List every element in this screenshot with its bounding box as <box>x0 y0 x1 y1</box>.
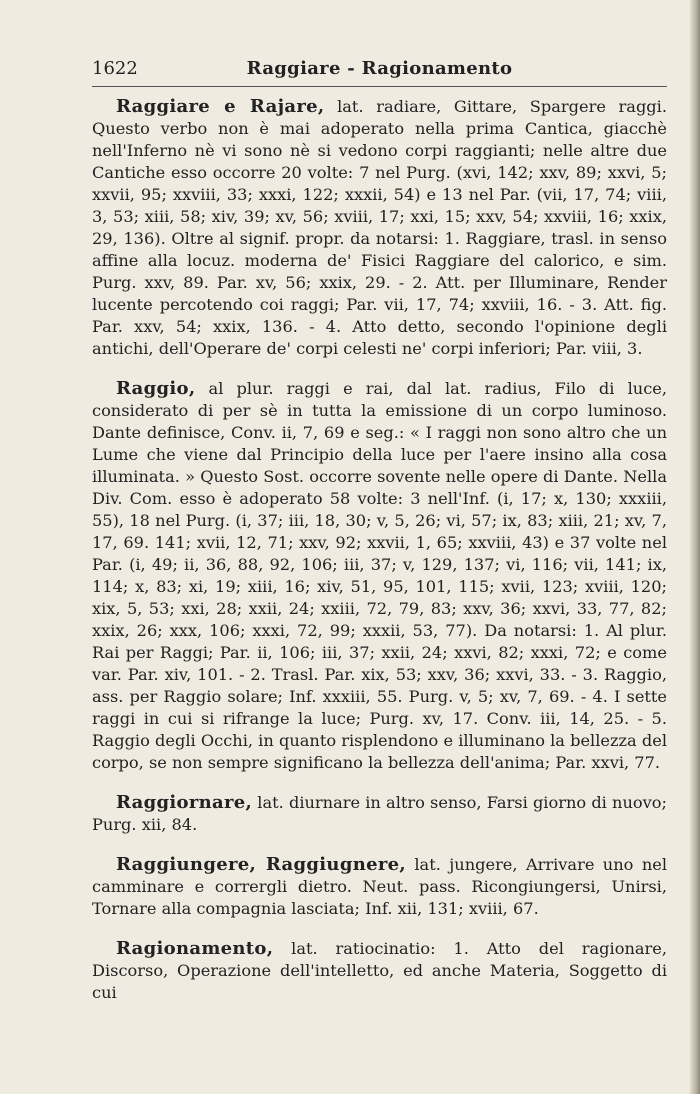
header-rule <box>92 86 667 87</box>
headword: Raggiungere, Raggiugnere, <box>116 854 406 875</box>
entry-raggiornare <box>92 792 667 836</box>
headword: Raggio, <box>116 378 196 399</box>
entry-body: lat. jungere, Arrivare uno nel camminare e corrergli dietro. Neut. pass. Ricongiungersi, Unirsi, Tornare alla compagnia lasciata; Inf. xii, 131; xviii, 67. <box>92 855 667 918</box>
dictionary-text <box>92 96 667 1022</box>
running-title: Raggiare - Ragionamento <box>246 58 513 79</box>
page-edge-shadow <box>690 0 700 1094</box>
entry-raggio <box>92 378 667 774</box>
headword: Raggiare e Rajare, <box>116 96 325 117</box>
entry-body: lat. radiare, Gittare, Spargere raggi. Questo verbo non è mai adoperato nella prima Cantica, giacchè nell'Inferno nè vi sono nè si vedono corpi raggianti; nelle altre due Cantiche esso occorre 20 volte: 7 nel Purg. (xvi, 142; xxv, 89; xxvi, 5; xxvii, 95; xxviii, 33; xxxi, 122; xxxii, 54) e 13 nel Par. (vii, 17, 74; viii, 3, 53; xiii, 58; xiv, 39; xv, 56; xviii, 17; xxi, 15; xxv, 54; xxviii, 16; xxix, 29, 136). Oltre al signif. propr. da notarsi: 1. Raggiare, trasl. in senso affine alla locuz. moderna de' Fisici Raggiare del calorico, e sim. Purg. xxv, 89. Par. xv, 56; xxix, 29. - 2. Att. per Illuminare, Render lucente percotendo coi raggi; Par. vii, 17, 74; xxviii, 16. - 3. Att. fig. Par. xxv, 54; xxix, 136. - 4. Atto detto, secondo l'opinione degli antichi, dell'Operare de' corpi celesti ne' corpi inferiori; Par. viii, 3. <box>92 97 667 358</box>
entry-raggiungere <box>92 854 667 920</box>
running-header <box>92 58 667 86</box>
entry-ragionamento <box>92 938 667 1004</box>
headword: Raggiornare, <box>116 792 253 813</box>
entry-raggiare <box>92 96 667 360</box>
page-number: 1622 <box>92 58 138 79</box>
entry-body: al plur. raggi e rai, dal lat. radius, Filo di luce, considerato di per sè in tutta la emissione di un corpo luminoso. Dante definisce, Conv. ii, 7, 69 e seg.: « I raggi non sono altro che un Lume che viene dal Principio della luce per l'aere insino alla cosa illuminata. » Questo Sost. occorre sovente nelle opere di Dante. Nella Div. Com. esso è adoperato 58 volte: 3 nell'Inf. (i, 17; x, 130; xxxiii, 55), 18 nel Purg. (i, 37; iii, 18, 30; v, 5, 26; vi, 57; ix, 83; xiii, 21; xv, 7, 17, 69. 141; xvii, 12, 71; xxv, 92; xxvii, 1, 65; xxviii, 43) e 37 volte nel Par. (i, 49; ii, 36, 88, 92, 106; iii, 37; v, 129, 137; vi, 116; vii, 141; ix, 114; x, 83; xi, 19; xiii, 16; xiv, 51, 95, 101, 115; xvii, 123; xviii, 120; xix, 5, 53; xxi, 28; xxii, 24; xxiii, 72, 79, 83; xxv, 36; xxvi, 33, 77, 82; xxix, 26; xxx, 106; xxxi, 72, 99; xxxii, 53, 77). Da notarsi: 1. Al plur. Rai per Raggi; Par. ii, 106; iii, 37; xxii, 24; xxvi, 82; xxxi, 72; e come var. Par. xiv, 101. - 2. Trasl. Par. xix, 53; xxv, 36; xxvi, 33. - 3. Raggio, ass. per Raggio solare; Inf. xxxiii, 55. Purg. v, 5; xv, 7, 69. - 4. I sette raggi in cui si rifrange la luce; Purg. xv, 17. Conv. iii, 14, 25. - 5. Raggio degli Occhi, in quanto risplendono e illuminano la bellezza del corpo, se non sempre significano la bellezza dell'anima; Par. xxvi, 77. <box>92 379 667 772</box>
entry-body: lat. ratiocinatio: 1. Atto del ragionare, Discorso, Operazione dell'intelletto, ed anche Materia, Soggetto di cui <box>92 939 667 1002</box>
headword: Ragionamento, <box>116 938 274 959</box>
entry-body: lat. diurnare in altro senso, Farsi giorno di nuovo; Purg. xii, 84. <box>92 793 667 834</box>
